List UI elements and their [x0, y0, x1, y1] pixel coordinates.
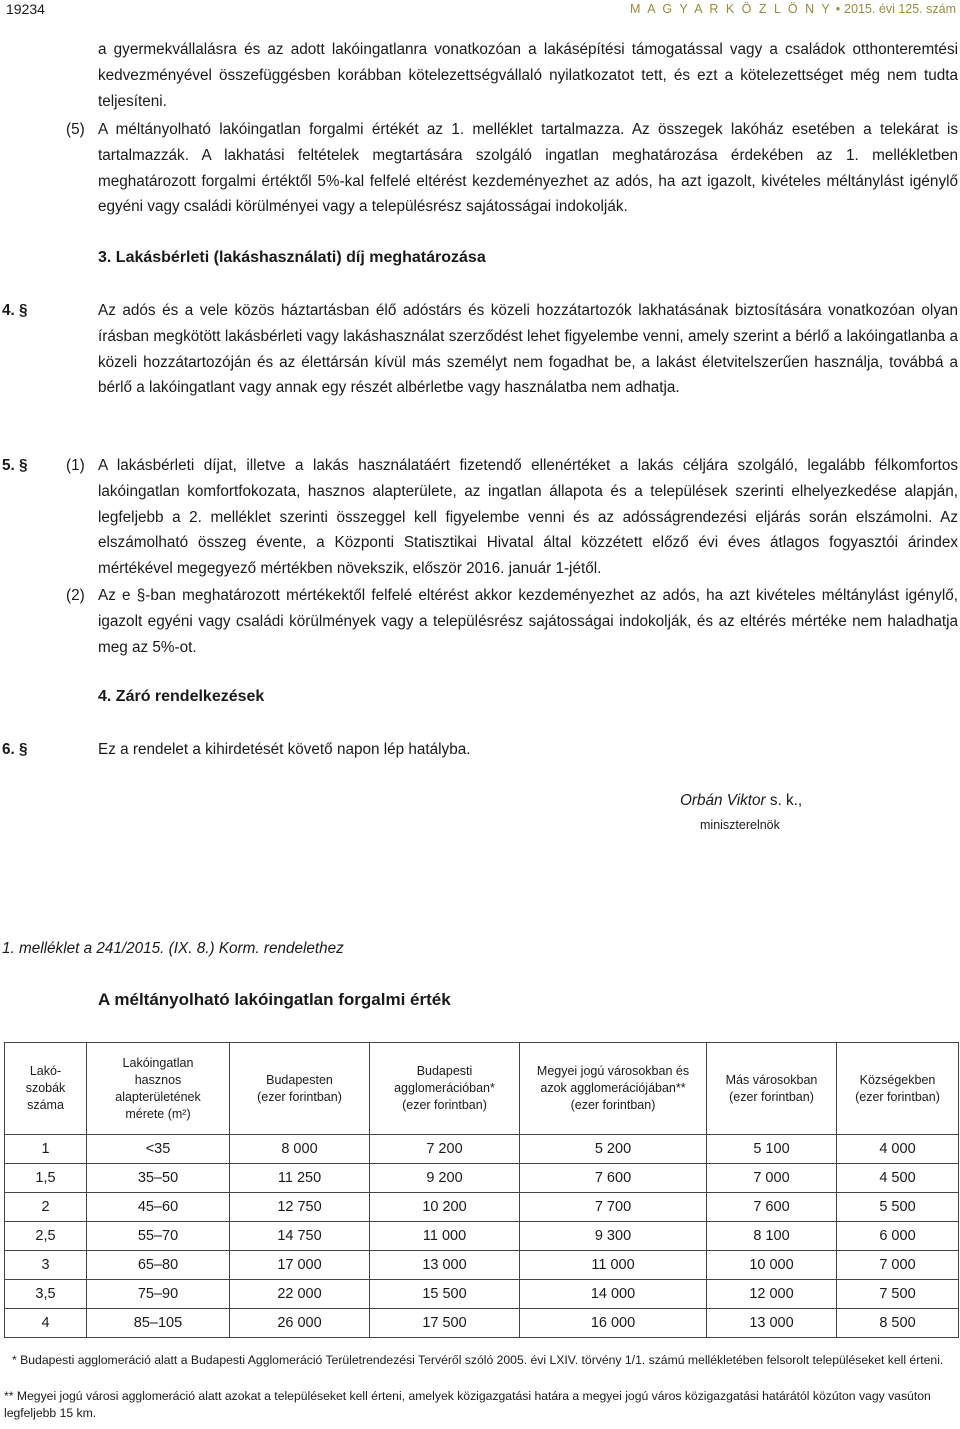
table-cell: 7 000: [707, 1164, 837, 1193]
table-cell: 3,5: [5, 1280, 87, 1309]
table-cell: 45–60: [87, 1193, 230, 1222]
signatory-title: miniszterelnök: [700, 818, 780, 832]
table-row: [5, 1222, 959, 1251]
table-cell: 17 000: [230, 1251, 370, 1280]
table-cell: 85–105: [87, 1309, 230, 1338]
s5-p2-text: Az e §-ban meghatározott mértékektől felfelé eltérést akkor kezdeményezhet az adós, ha azt kivételes méltánylást igénylő, igazolt egyéni vagy családi körülmények vagy a településrész sajátosságai indokolják, és az eltérés mértéke nem haladhatja meg az 5%-ot.: [98, 587, 958, 656]
s4-number: 4. §: [2, 302, 28, 319]
annex-reference: 1. melléklet a 241/2015. (IX. 8.) Korm. rendelethez: [2, 940, 344, 957]
table-cell: 9 200: [370, 1164, 520, 1193]
table-row: [5, 1135, 959, 1164]
table-cell: 16 000: [520, 1309, 707, 1338]
table-row: [5, 1164, 959, 1193]
page-number: 19234: [6, 1, 45, 17]
table-cell: 10 200: [370, 1193, 520, 1222]
table-row: [5, 1251, 959, 1280]
table-cell: 26 000: [230, 1309, 370, 1338]
footnote-1: * Budapesti agglomeráció alatt a Budapesti Agglomeráció Területrendezési Tervéről szóló 2005. évi LXIV. törvény 1/1. számú mellékletében felsorolt településeket kell érteni.: [12, 1353, 944, 1367]
table-cell: 4 500: [837, 1164, 959, 1193]
table-cell: 10 000: [707, 1251, 837, 1280]
table-cell: 1: [5, 1135, 87, 1164]
header-budapest-agglomeration: Budapesti agglomerációban* (ezer forintban): [370, 1043, 520, 1135]
s6-number: 6. §: [2, 741, 28, 758]
table-cell: 7 700: [520, 1193, 707, 1222]
page-header: [0, 0, 960, 18]
header-villages: Községekben (ezer forintban): [837, 1043, 959, 1135]
signatory-name: Orbán Viktor: [680, 792, 766, 809]
table-cell: 2: [5, 1193, 87, 1222]
section3-heading: 3. Lakásbérleti (lakáshasználati) díj meghatározása: [98, 249, 486, 266]
table-cell: 5 500: [837, 1193, 959, 1222]
table-cell: 7 600: [707, 1193, 837, 1222]
s5-number: 5. §: [2, 457, 28, 474]
table-cell: <35: [87, 1135, 230, 1164]
intro-paragraph: a gyermekvállalásra és az adott lakóingatlanra vonatkozóan a lakásépítési támogatással vagy a családok otthonteremtési kedvezményével összefüggésben korábban kötelezettségvállaló nyilatkozatot tett, és ezt a kötelezettséget még nem tudta teljesíteni.: [98, 41, 958, 110]
annex-title: A méltányolható lakóingatlan forgalmi érték: [98, 990, 451, 1009]
table-cell: 8 000: [230, 1135, 370, 1164]
table-cell: 14 750: [230, 1222, 370, 1251]
table-cell: 1,5: [5, 1164, 87, 1193]
table-cell: 6 000: [837, 1222, 959, 1251]
table-header-row: [5, 1043, 959, 1135]
table-cell: 22 000: [230, 1280, 370, 1309]
journal-name: M A G Y A R K Ö Z L Ö N Y: [630, 2, 832, 16]
table-cell: 65–80: [87, 1251, 230, 1280]
table-cell: 7 200: [370, 1135, 520, 1164]
journal-title: [630, 2, 956, 16]
table-cell: 8 100: [707, 1222, 837, 1251]
table-cell: 55–70: [87, 1222, 230, 1251]
footnote-2: ** Megyei jogú városi agglomeráció alatt azokat a településeket kell érteni, amelyek közigazgatási határa a megyei jogú város közigazgatási határától közúton vagy vasúton legfeljebb 15 km.: [4, 1389, 931, 1420]
table-cell: 5 200: [520, 1135, 707, 1164]
table-cell: 35–50: [87, 1164, 230, 1193]
table-cell: 8 500: [837, 1309, 959, 1338]
header-budapest: Budapesten (ezer forintban): [230, 1043, 370, 1135]
signature-name: [680, 792, 802, 810]
table-cell: 11 000: [520, 1251, 707, 1280]
table-cell: 11 250: [230, 1164, 370, 1193]
signature-suffix: s. k.,: [765, 792, 803, 809]
para5-number: (5): [66, 121, 85, 138]
table-cell: 4 000: [837, 1135, 959, 1164]
table-row: [5, 1280, 959, 1309]
header-separator: •: [835, 2, 841, 16]
table-cell: 4: [5, 1309, 87, 1338]
header-county-cities: Megyei jogú városokban és azok agglomerációjában** (ezer forintban): [520, 1043, 707, 1135]
issue-label: 2015. évi 125. szám: [844, 2, 956, 16]
s5-p1-text: A lakásbérleti díjat, illetve a lakás használatáért fizetendő ellenértéket a lakás céljára szolgáló, legalább félkomfortos lakóingatlan komfortfokozata, hasznos alapterülete, az ingatlan állapota és a települések szerinti elhelyezkedése alapján, legfeljebb a 2. melléklet szerinti összeggel kell figyelembe venni és az adósságrendezési eljárás során elszámolni. Az elszámolható összeg évente, a Központi Statisztikai Hivatal által közzétett előző évi éves átlagos fogyasztói árindex mértékével megegyező mértékben növekszik, először 2016. január 1-jétől.: [98, 457, 958, 578]
table-cell: 11 000: [370, 1222, 520, 1251]
table-cell: 17 500: [370, 1309, 520, 1338]
table-cell: 13 000: [370, 1251, 520, 1280]
table-row: [5, 1309, 959, 1338]
table-cell: 7 600: [520, 1164, 707, 1193]
table-cell: 7 000: [837, 1251, 959, 1280]
table-cell: 14 000: [520, 1280, 707, 1309]
table-cell: 15 500: [370, 1280, 520, 1309]
section4-heading: 4. Záró rendelkezések: [98, 688, 265, 705]
header-floor-area: Lakóingatlan hasznos alapterületének mérete (m²): [87, 1043, 230, 1135]
table-cell: 75–90: [87, 1280, 230, 1309]
header-other-cities: Más városokban (ezer forintban): [707, 1043, 837, 1135]
table-cell: 9 300: [520, 1222, 707, 1251]
table-cell: 3: [5, 1251, 87, 1280]
para5-text: A méltányolható lakóingatlan forgalmi értékét az 1. melléklet tartalmazza. Az összegek lakóház esetében a telekárat is tartalmazzák. A lakhatási feltételek megtartására szolgáló ingatlan meghatározása érdekében az 1. mellékletben meghatározott forgalmi értéktől 5%-kal felfelé eltérést kezdeményezhet az adós, ha azt igazolt, kivételes méltánylást igénylő egyéni vagy családi körülményei vagy a településrész sajátosságai indokolják.: [98, 121, 958, 216]
table-row: [5, 1193, 959, 1222]
table-cell: 7 500: [837, 1280, 959, 1309]
table-cell: 12 750: [230, 1193, 370, 1222]
s4-text: Az adós és a vele közös háztartásban élő adóstárs és közeli hozzátartozók lakhatásának biztosítására vonatkozóan olyan írásban megkötött lakásbérleti vagy lakáshasználat szerződést lehet figyelembe venni, amely szerint a bérlő a lakóingatlanba a közeli hozzátartozóján és az élettársán kívül más személyt nem fogadhat be, a lakást életvitelszerűen használja, továbbá a bérlő a lakóingatlant vagy annak egy részét albérletbe vagy használatba nem adhatja.: [98, 302, 958, 397]
table-cell: 12 000: [707, 1280, 837, 1309]
table-cell: 2,5: [5, 1222, 87, 1251]
table-cell: 13 000: [707, 1309, 837, 1338]
value-table: [4, 1042, 959, 1338]
s5-p1-number: (1): [66, 457, 85, 474]
s6-text: Ez a rendelet a kihirdetését követő napon lép hatályba.: [98, 741, 471, 758]
s5-p2-number: (2): [66, 587, 85, 604]
table-cell: 5 100: [707, 1135, 837, 1164]
header-rooms: Lakó- szobák száma: [5, 1043, 87, 1135]
